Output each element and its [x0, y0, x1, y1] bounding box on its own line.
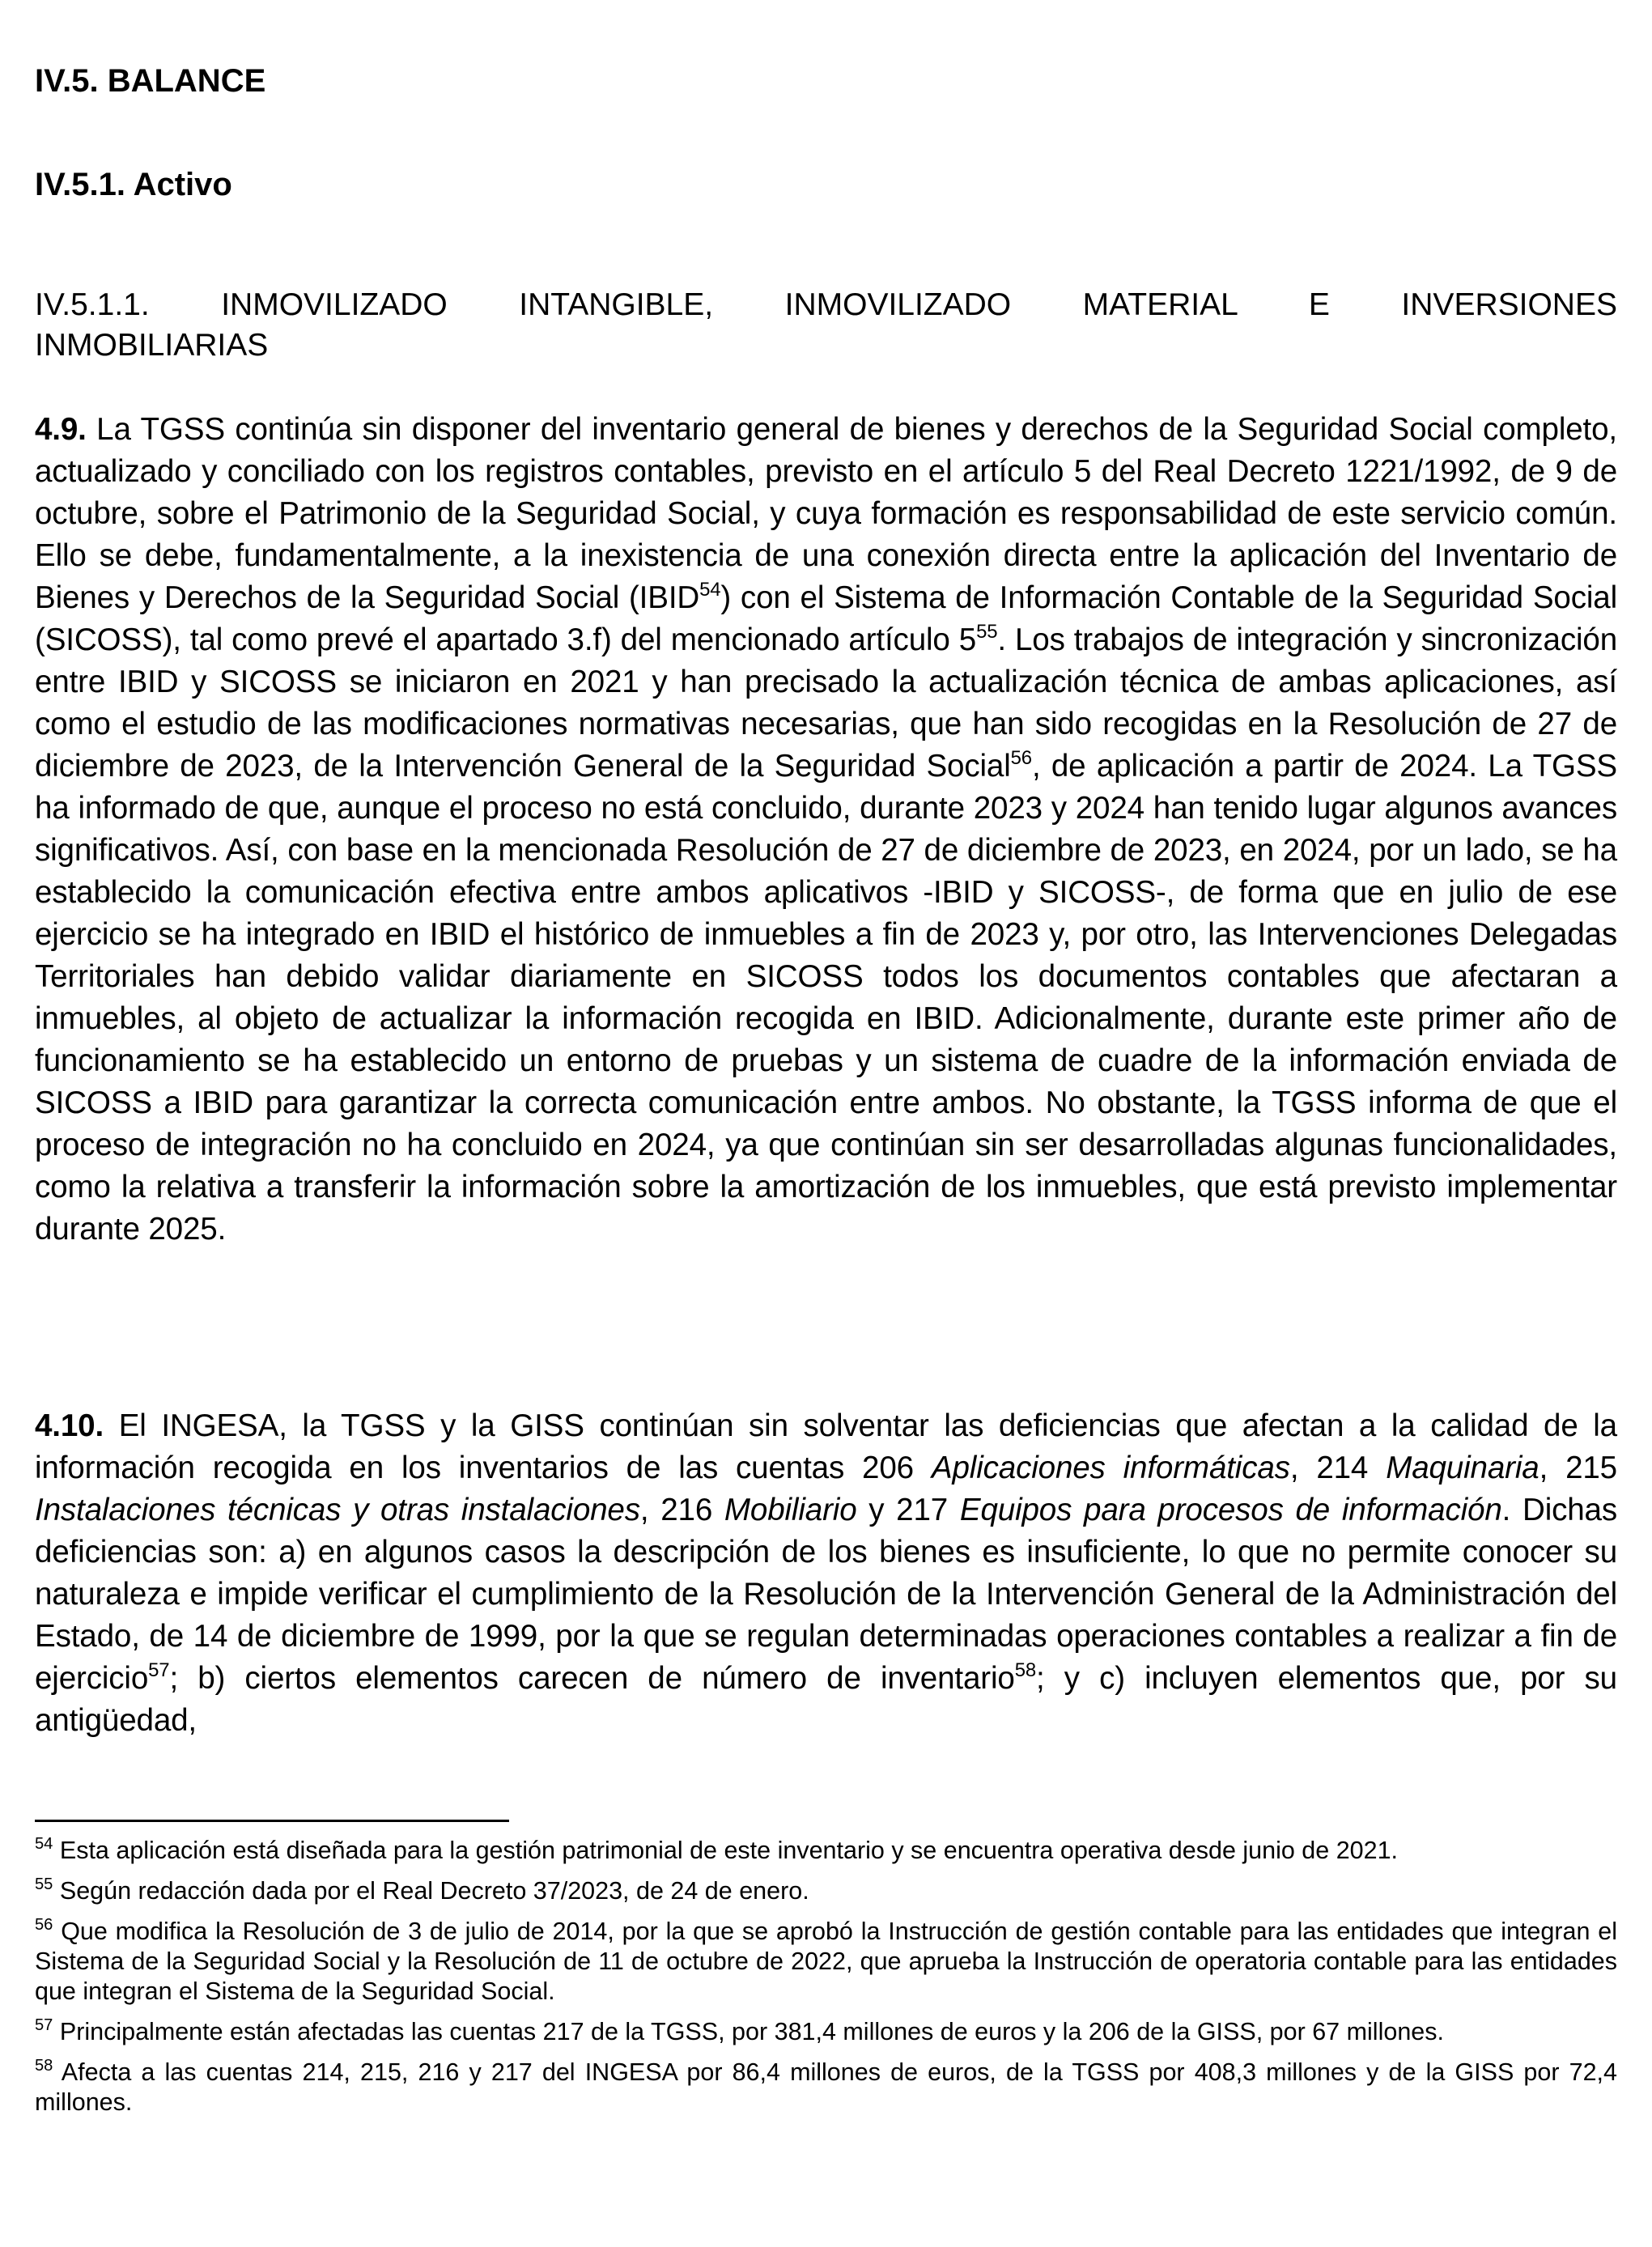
paragraph-text: , 214	[1289, 1451, 1387, 1485]
account-name-italic: Aplicaciones informáticas	[931, 1451, 1290, 1485]
footnote-text: Esta aplicación está diseñada para la gestión patrimonial de este inventario y se encuentra operativa desde junio de 2021.	[53, 1837, 1399, 1864]
footnote-ref-58[interactable]: 58	[1014, 1659, 1037, 1681]
footnote-number: 57	[35, 2016, 53, 2034]
account-name-italic: Instalaciones técnicas y otras instalaciones	[35, 1493, 640, 1527]
footnote-ref-55[interactable]: 55	[976, 620, 998, 643]
paragraph-text: El INGESA, la TGSS y la GISS continúan sin solventar las deficiencias que afectan a la calidad de la información recogida en los inventarios de las cuentas 206	[35, 1408, 1617, 1485]
footnote-57	[35, 2017, 1617, 2047]
paragraph-text: ; y c) incluyen elementos que, por su antigüedad,	[35, 1661, 1617, 1738]
footnote-ref-57[interactable]: 57	[148, 1659, 170, 1681]
paragraph-number: 4.10.	[35, 1408, 104, 1443]
footnote-text: Principalmente están afectadas las cuentas 217 de la TGSS, por 381,4 millones de euros y la 206 de la GISS, por 67 millones.	[53, 2018, 1444, 2045]
footnote-56	[35, 1917, 1617, 2007]
paragraph-text: , 216	[639, 1493, 724, 1527]
footnote-text: Según redacción dada por el Real Decreto 37/2023, de 24 de enero.	[53, 1877, 809, 1905]
footnote-text: Afecta a las cuentas 214, 215, 216 y 217 del INGESA por 86,4 millones de euros, de la TGSS por 408,3 millones y de la GISS por 72,4 millones.	[35, 2058, 1617, 2116]
footnote-separator	[35, 1820, 509, 1822]
paragraph-number: 4.9.	[35, 412, 87, 447]
paragraph-text: . Dichas deficiencias son: a) en algunos casos la descripción de los bienes es insuficiente, lo que no permite conocer su naturaleza e impide verificar el cumplimiento de la Resolución de la Intervención General de la Administración del Estado, de 14 de diciembre de 1999, por la que se regulan determinadas operaciones contables a realizar a fin de ejercicio	[35, 1493, 1617, 1696]
subsubsection-heading-line1: IV.5.1.1. INMOVILIZADO INTANGIBLE, INMOVILIZADO MATERIAL E INVERSIONES	[35, 287, 1617, 322]
footnote-number: 55	[35, 1875, 53, 1893]
paragraph-text: y 217	[856, 1493, 960, 1527]
subsubsection-heading	[35, 285, 1617, 366]
footnote-ref-56[interactable]: 56	[1010, 746, 1032, 769]
section-heading: IV.5. BALANCE	[35, 63, 266, 99]
subsection-heading: IV.5.1. Activo	[35, 167, 232, 202]
account-name-italic: Mobiliario	[724, 1493, 857, 1527]
footnote-58	[35, 2058, 1617, 2117]
paragraph-4-10	[35, 1405, 1617, 1742]
paragraph-text: La TGSS continúa sin disponer del inventario general de bienes y derechos de la Seguridad Social completo, actualizado y conciliado con los registros contables, previsto en el artículo 5 del Real Decreto 1221/1992, de 9 de octubre, sobre el Patrimonio de la Seguridad Social, y cuya formación es responsabilidad de este servicio común. Ello se debe, fundamentalmente, a la inexistencia de una conexión directa entre la aplicación del Inventario de Bienes y Derechos de la Seguridad Social (IBID	[35, 412, 1617, 615]
paragraph-text: , de aplicación a partir de 2024. La TGSS ha informado de que, aunque el proceso no está concluido, durante 2023 y 2024 han tenido lugar algunos avances significativos. Así, con base en la mencionada Resolución de 27 de diciembre de 2023, en 2024, por un lado, se ha establecido la comunicación efectiva entre ambos aplicativos -IBID y SICOSS-, de forma que en julio de ese ejercicio se ha integrado en IBID el histórico de inmuebles a fin de 2023 y, por otro, las Intervenciones Delegadas Territoriales han debido validar diariamente en SICOSS todos los documentos contables que afectaran a inmuebles, al objeto de actualizar la información recogida en IBID. Adicionalmente, durante este primer año de funcionamiento se ha establecido un entorno de pruebas y un sistema de cuadre de la información enviada de SICOSS a IBID para garantizar la correcta comunicación entre ambos. No obstante, la TGSS informa de que el proceso de integración no ha concluido en 2024, ya que continúan sin ser desarrolladas algunas funcionalidades, como la relativa a transferir la información sobre la amortización de los inmuebles, que está previsto implementar durante 2025.	[35, 749, 1618, 1247]
paragraph-text: ) con el Sistema de Información Contable de la Seguridad Social (SICOSS), tal como prevé el apartado 3.f) del mencionado artículo 5	[35, 580, 1617, 657]
footnote-number: 54	[35, 1834, 53, 1853]
paragraph-text: . Los trabajos de integración y sincronización entre IBID y SICOSS se iniciaron en 2021 y han precisado la actualización técnica de ambas aplicaciones, así como el estudio de las modificaciones normativas necesarias, que han sido recogidas en la Resolución de 27 de diciembre de 2023, de la Intervención General de la Seguridad Social	[35, 622, 1617, 784]
footnote-55	[35, 1876, 1617, 1906]
account-name-italic: Maquinaria	[1386, 1451, 1539, 1485]
footnote-54	[35, 1836, 1617, 1866]
footnote-text: Que modifica la Resolución de 3 de julio de 2014, por la que se aprobó la Instrucción de gestión contable para las entidades que integran el Sistema de la Seguridad Social y la Resolución de 11 de octubre de 2022, que aprueba la Instrucción de operatoria contable para las entidades que integran el Sistema de la Seguridad Social.	[35, 1918, 1617, 2005]
footnote-number: 58	[35, 2056, 53, 2075]
paragraph-text: ; b) ciertos elementos carecen de número de inventario	[169, 1661, 1015, 1696]
footnote-number: 56	[35, 1915, 53, 1934]
account-name-italic: Equipos para procesos de información	[959, 1493, 1502, 1527]
subsubsection-heading-line2: INMOBILIARIAS	[35, 328, 269, 363]
paragraph-text: , 215	[1539, 1451, 1617, 1485]
paragraph-4-9	[35, 409, 1617, 1251]
footnotes	[35, 1836, 1617, 2128]
footnote-ref-54[interactable]: 54	[699, 578, 721, 601]
